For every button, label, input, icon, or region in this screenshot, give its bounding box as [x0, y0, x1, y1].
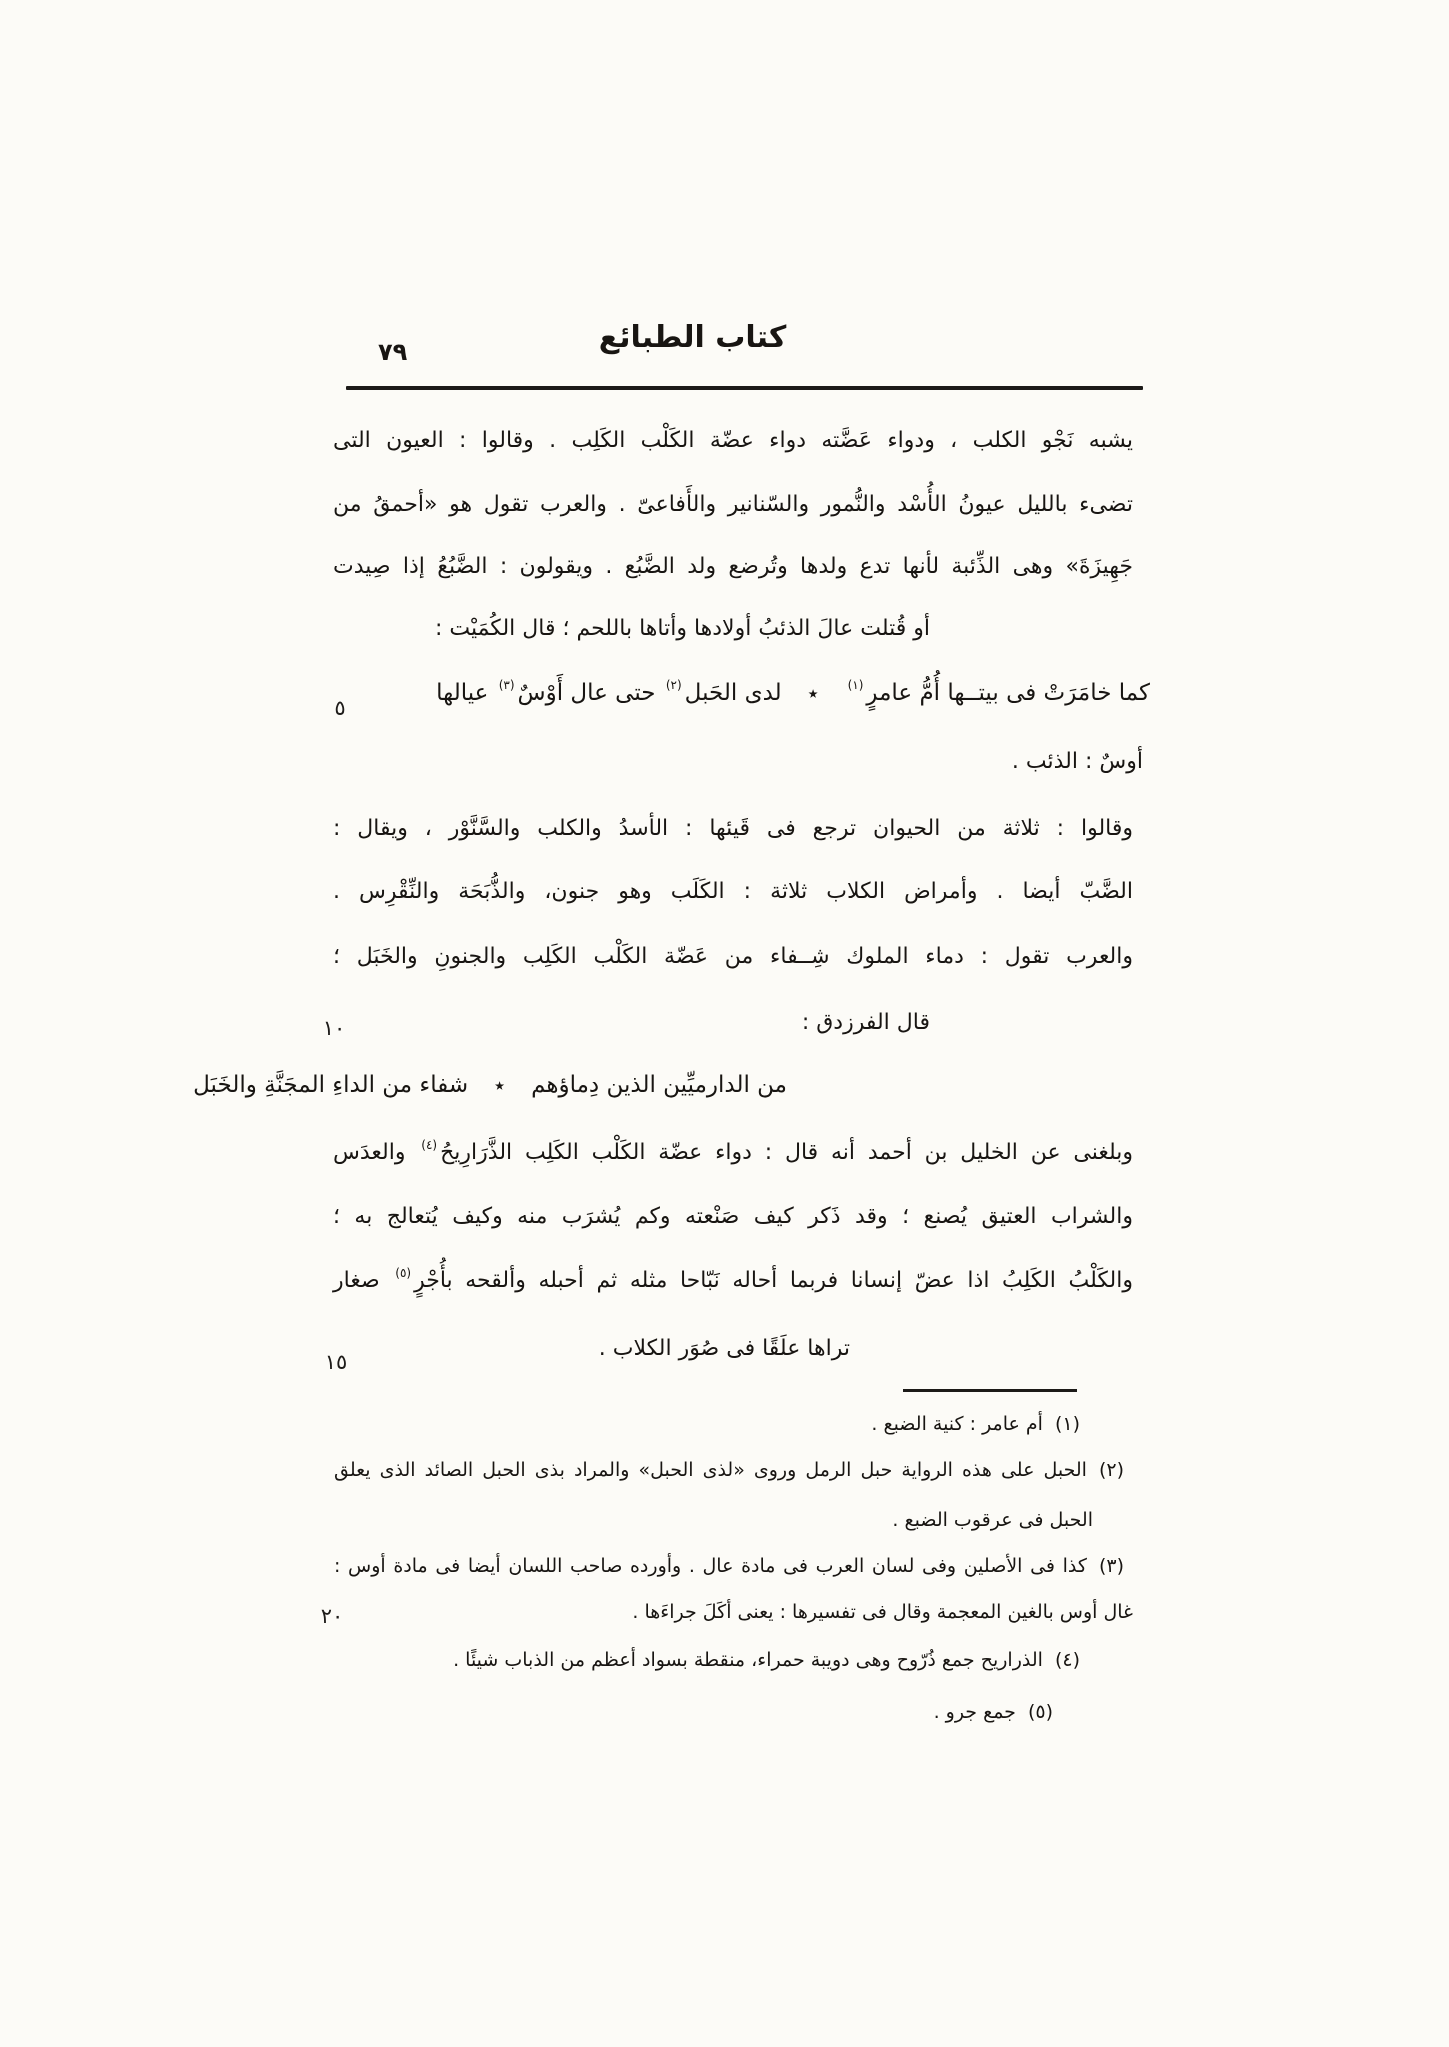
header-rule: [346, 386, 1143, 390]
body-line-7: وقالوا : ثلاثة من الحيوان ترجع فى قَيئها : الأسدُ والكلب والسَّنَّوْر ، ويقال :: [333, 816, 1133, 841]
footnote-4-marker: (٤): [1054, 1649, 1080, 1671]
verse-separator-icon: ٭: [494, 1073, 506, 1097]
footnote-2-marker: (٢): [1098, 1459, 1124, 1481]
page-number: ٧٩: [378, 338, 408, 366]
verse-separator-icon: ٭: [807, 681, 819, 705]
poem-verse-2: [193, 1068, 787, 1103]
page-title: كتاب الطبائع: [598, 320, 787, 355]
footnote-5-text: جمع جرو .: [933, 1701, 1016, 1723]
footnote-5-marker: (٥): [1027, 1701, 1053, 1723]
body-line-15: تراها علَقًا فى صُوَر الكلاب .: [598, 1336, 850, 1361]
footnote-separator-rule: [903, 1389, 1077, 1392]
body-line-14-text-a: والكَلْبُ الكَلِبُ اذا عضّ إنسانا فربما أحاله نَبّاحا مثله ثم أحبله وألقحه بأُجْرٍ: [414, 1268, 1133, 1293]
body-line-10: قال الفرزدق :: [801, 1010, 930, 1035]
body-line-3: جَهِيزَةَ» وهى الذِّئبة لأنها تدع ولدها وتُرضع ولد الضَّبُع . ويقولون : الضَّبُعُ إذا صِيدت: [333, 554, 1133, 579]
footnote-5: [934, 1698, 1053, 1727]
body-line-2: تضىء بالليل عيونُ الأُسْد والنُّمور والسّنانير والأَفاعىّ . والعرب تقول هو «أحمقُ من: [333, 492, 1133, 517]
body-line-9: والعرب تقول : دماء الملوك شِــفاء من عَضّة الكَلْب الكَلِب والجنونِ والخَبَل ؛: [333, 944, 1133, 969]
poem1-hemistich-1: كما خامَرَتْ فى بيتــها أُمُّ عامرٍ: [866, 680, 1150, 706]
poem1-hemistich-2a: لدى الحَبل: [684, 680, 782, 706]
body-line-14: [333, 1264, 1133, 1297]
footnote-marker-3: (٣): [498, 678, 515, 693]
margin-line-number-5: ٥: [334, 696, 346, 720]
footnote-4-text: الذراريح جمع ذُرّوح وهى دويبة حمراء، منقطة بسواد أعظم من الذباب شيئًا .: [453, 1649, 1043, 1671]
footnote-1-marker: (١): [1054, 1413, 1080, 1435]
margin-line-number-15: ١٥: [324, 1350, 348, 1374]
body-line-6: أوسٌ : الذئب .: [1011, 749, 1143, 774]
body-line-12-text-a: وبلغنى عن الخليل بن أحمد أنه قال : دواء عضّة الكَلْب الكَلِب الذَّرَارِيحُ: [440, 1140, 1133, 1165]
body-line-12-text-b: والعدَس: [333, 1140, 406, 1165]
body-line-12: [333, 1136, 1133, 1169]
body-line-4: أو قُتلت عالَ الذئبُ أولادها وأتاها باللحم ؛ قال الكُمَيْت :: [434, 616, 930, 641]
footnote-2-line-1: [334, 1456, 1124, 1485]
footnote-4: [453, 1646, 1080, 1675]
footnote-1: [871, 1410, 1080, 1439]
footnote-1-text: أم عامر : كنية الضبع .: [871, 1413, 1043, 1435]
footnote-3-line-2: غال أوس بالغين المعجمة وقال فى تفسيرها : يعنى أكَلَ جراءَها .: [632, 1601, 1133, 1623]
footnote-marker-5: (٥): [395, 1265, 412, 1280]
body-line-13: والشراب العتيق يُصنع ؛ وقد ذَكر كيف صَنْعته وكم يُشرَب منه وكيف يُتعالج به ؛: [333, 1204, 1133, 1229]
footnote-3-line-1: [334, 1552, 1124, 1581]
footnote-marker-1: (١): [847, 678, 864, 693]
footnote-marker-4: (٤): [421, 1137, 438, 1152]
poem2-hemistich-1: من الدارميِّين الذين دِماؤهم: [531, 1072, 787, 1098]
poem1-hemistich-2c: عيالها: [436, 680, 489, 706]
poem2-hemistich-2: شفاء من الداءِ المجَنَّةِ والخَبَل: [193, 1072, 469, 1098]
footnote-3-marker: (٣): [1098, 1555, 1124, 1577]
body-line-8: الضَّبّ أيضا . وأمراض الكلاب ثلاثة : الكَلَب وهو جنون، والذُّبَحَة والنِّقْرِس .: [333, 879, 1133, 904]
footnote-3-text: كذا فى الأصلين وفى لسان العرب فى مادة عال . وأورده صاحب اللسان أيضا فى مادة أوس :: [334, 1555, 1087, 1577]
poem1-hemistich-2b: حتى عال أَوْسٌ: [517, 680, 656, 706]
footnote-marker-2: (٢): [665, 678, 682, 693]
margin-line-number-10: ١٠: [322, 1016, 346, 1040]
body-line-14-text-b: صغار: [333, 1268, 380, 1293]
margin-line-number-20: ٢٠: [320, 1604, 344, 1628]
footnote-2-line-2: الحبل فى عرقوب الضبع .: [892, 1509, 1093, 1531]
footnote-2-text: الحبل على هذه الرواية حبل الرمل وروى «لذى الحبل» والمراد بذى الحبل الصائد الذى يعلق: [334, 1459, 1087, 1481]
body-line-1: يشبه نَجْو الكلب ، ودواء عَضَّته دواء عضّة الكَلْب الكَلِب . وقالوا : العيون التى: [333, 428, 1133, 453]
poem-verse-1: [436, 676, 1150, 711]
